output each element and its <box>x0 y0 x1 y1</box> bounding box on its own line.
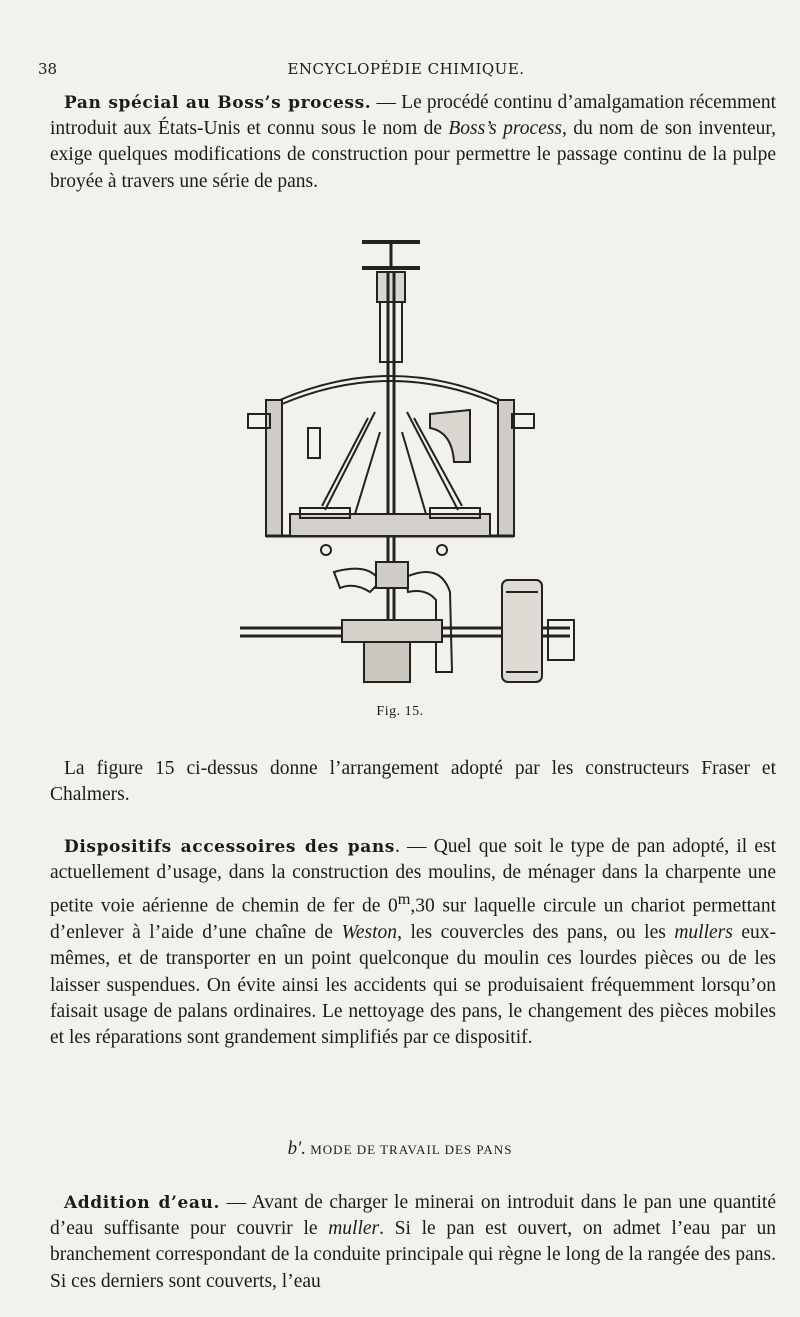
paragraph-boss-process: Pan spécial au Boss’s process. — Le procédé continu d’amalgamation récemment introduit aux États-Unis et connu sous le nom de Boss’s process, du nom de son inventeur, exige quelques modifications de construction pour permettre le passage continu de la pulpe broyée à travers une série de pans. <box>50 92 776 192</box>
paragraph-lead: Dispositifs accessoires des pans <box>64 837 395 857</box>
section-heading <box>0 1138 800 1160</box>
paragraph-dispositifs: Dispositifs accessoires des pans. — Quel que soit le type de pan adopté, il est actuellement d’usage, dans la construction des moulins, de ménager dans la charpente une petite voie aérienne de chemin de fer de 0$^m$,30 sur laquelle circule un chariot permettant d’enlever à l’aide d’une chaîne de Weston, les couvercles des pans, ou les mullers eux-mêmes, et de transporter en un point quelconque du moulin ces lourdes pièces ou de les laisser suspendues. On évite ainsi les accidents qui se produisaient fréquemment lorsqu’on faisait usage de palans ordinaires. Le nettoyage des pans, le changement des pièces mobiles et les réparations sont grandement simplifiés par ce dispositif. <box>50 836 777 1048</box>
page-header <box>38 60 774 84</box>
paragraph-addition-eau: Addition d’eau. — Avant de charger le minerai on introduit dans le pan une quantité d’eau suffisante pour couvrir le muller. Si le pan est ouvert, on admet l’eau par un branchement correspondant de la conduite principale qui règne le long de la rangée des pans. Si ces derniers sont couverts, l’eau <box>50 1192 777 1292</box>
paragraph-lead: Pan spécial au Boss’s process. <box>64 93 372 113</box>
paragraph-figure-reference: La figure 15 ci-dessus donne l’arrangement adopté par les constructeurs Fraser et Chalmers. <box>50 758 776 806</box>
page-number: 38 <box>38 60 58 78</box>
running-title: ENCYCLOPÉDIE CHIMIQUE. <box>287 60 525 78</box>
section-title: MODE DE TRAVAIL DES PANS <box>310 1142 513 1157</box>
figure-15-pan-illustration <box>230 232 590 692</box>
paragraph-lead: Addition d’eau. <box>64 1193 220 1213</box>
section-marker: b′. <box>287 1138 306 1159</box>
figure-caption: Fig. 15. <box>376 704 424 719</box>
